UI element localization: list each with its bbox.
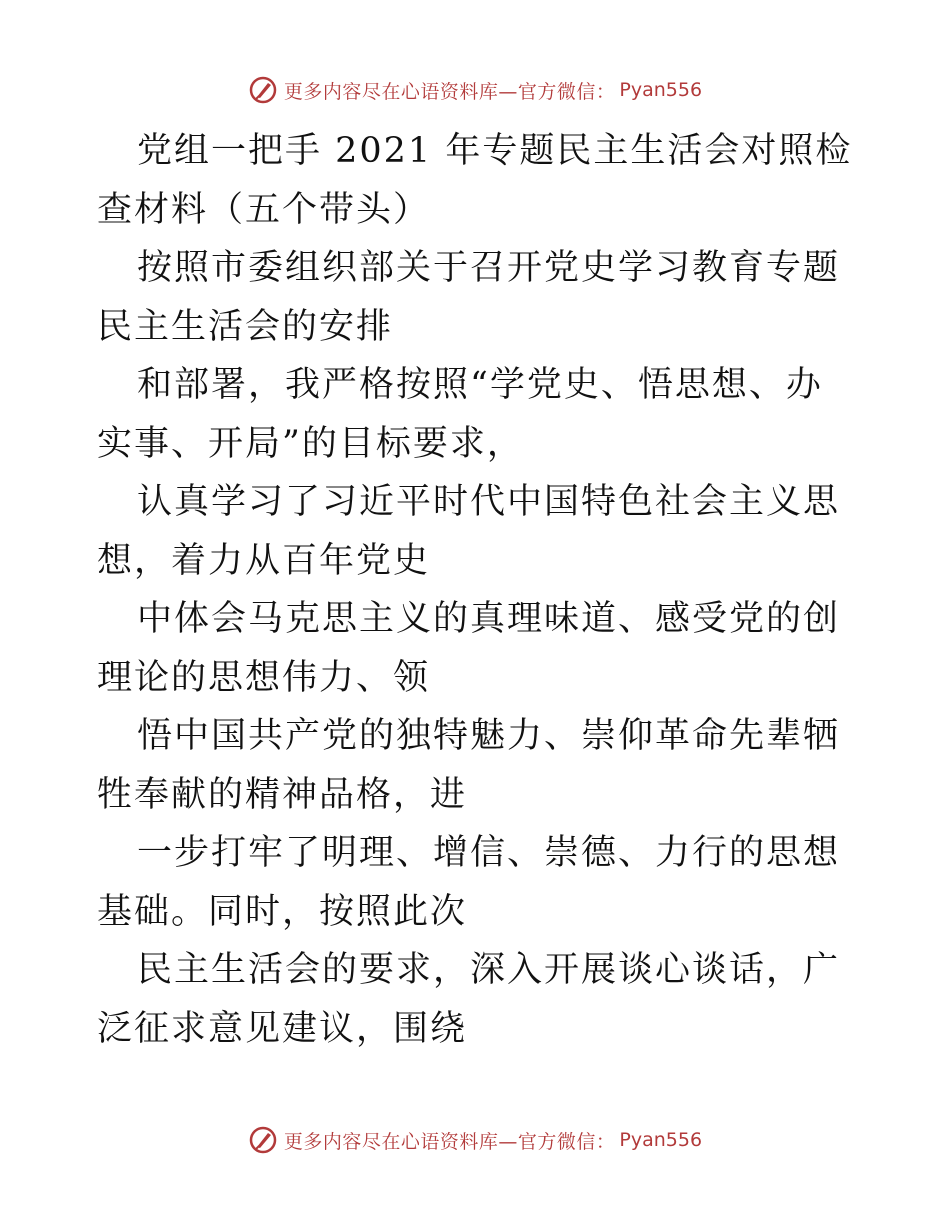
quill-logo-icon	[248, 1125, 278, 1155]
document-title: 党组一把手 2021 年专题民主生活会对照检查材料（五个带头）	[97, 131, 853, 230]
paragraph: 一步打牢了明理、增信、崇德、力行的思想基础。同时，按照此次	[97, 833, 841, 932]
paragraph: 民主生活会的要求，深入开展谈心谈话，广泛征求意见建议，围绕	[97, 950, 841, 1049]
watermark-wechat-id: Pyan556	[619, 79, 703, 101]
paragraph: 按照市委组织部关于召开党史学习教育专题民主生活会的安排	[97, 248, 841, 347]
watermark-text: 更多内容尽在心语资料库—官方微信：	[283, 80, 616, 103]
paragraph: 认真学习了习近平时代中国特色社会主义思想，着力从百年党史	[97, 482, 841, 581]
watermark-wechat-id: Pyan556	[619, 1129, 703, 1151]
watermark-text: 更多内容尽在心语资料库—官方微信：	[283, 1130, 616, 1153]
paragraph: 和部署，我严格按照“学党史、悟思想、办实事、开局”的目标要求，	[97, 365, 823, 464]
paragraph: 中体会马克思主义的真理味道、感受党的创理论的思想伟力、领	[97, 599, 841, 698]
footer-watermark	[0, 1120, 950, 1160]
quill-logo-icon	[248, 75, 278, 105]
document-body	[97, 122, 857, 1058]
paragraph: 悟中国共产党的独特魅力、崇仰革命先辈牺牲奉献的精神品格，进	[97, 716, 841, 815]
header-watermark	[0, 70, 950, 110]
